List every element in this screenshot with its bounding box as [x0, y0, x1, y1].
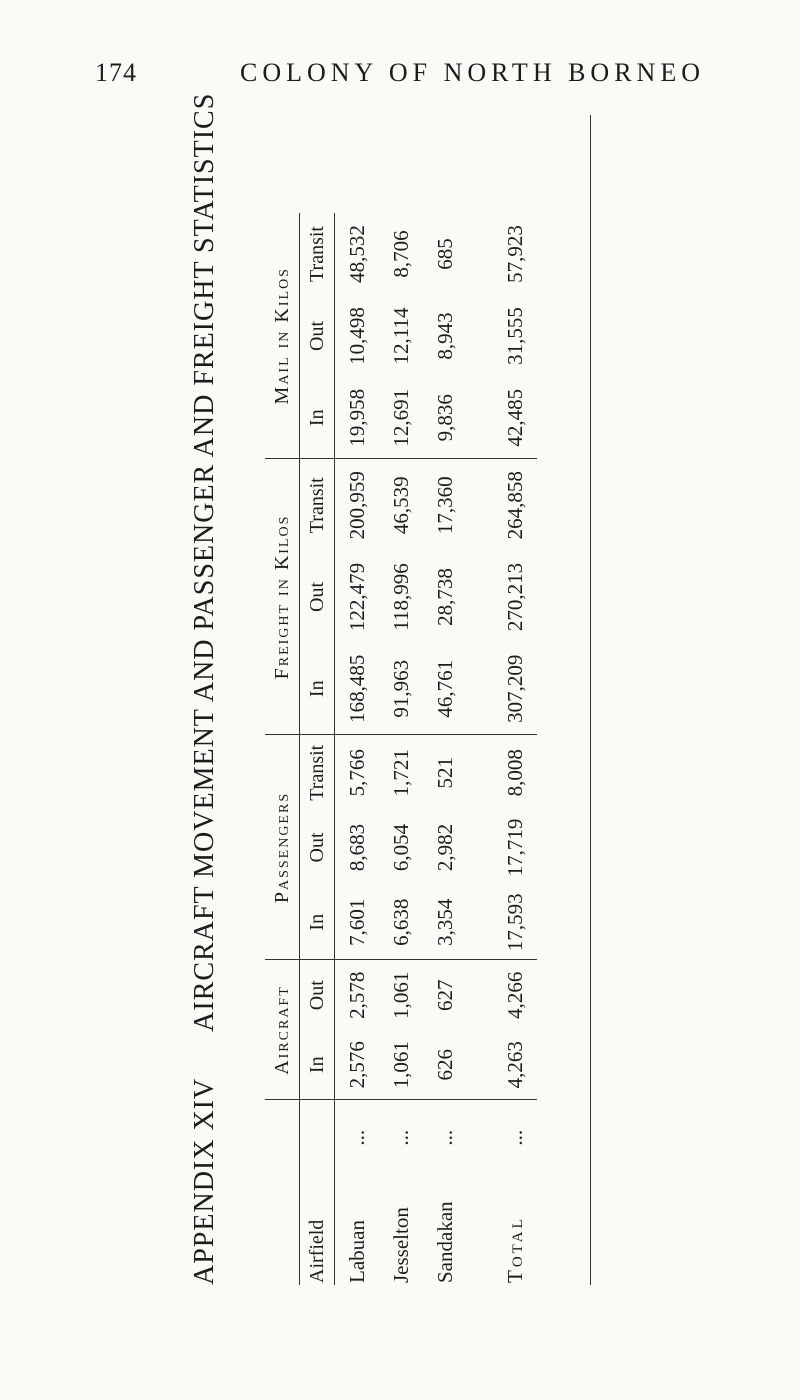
- statistics-table: [265, 213, 537, 1285]
- passengers-transit-value: 1,721: [388, 749, 413, 797]
- aircraft-out-value: 627: [432, 979, 457, 1011]
- passengers-out-value: 8,683: [344, 823, 369, 872]
- group-freight: Freight in Kilos: [265, 459, 300, 735]
- col-freight-in: In: [300, 643, 335, 735]
- freight-in-value: 168,485: [335, 643, 380, 735]
- col-mail-in: In: [300, 377, 335, 459]
- total-mail-transit: 57,923: [502, 225, 527, 283]
- passengers-in-value: 3,354: [423, 885, 467, 960]
- group-header-row: [265, 213, 300, 1285]
- mail-out-value: 10,498: [344, 307, 369, 365]
- col-mail-out: Out: [300, 295, 335, 377]
- mail-in-value: 19,958: [335, 377, 380, 459]
- passengers-transit-value: 5,766: [344, 749, 369, 797]
- total-passengers-out: 17,719: [502, 818, 527, 877]
- total-label: Total: [502, 1216, 527, 1283]
- page-header: [0, 0, 800, 110]
- col-freight-out: Out: [300, 551, 335, 643]
- table-row: [335, 213, 380, 1285]
- leader-dots: ...: [502, 1129, 527, 1146]
- total-freight-out: 270,213: [502, 562, 527, 632]
- passengers-in-value: 6,638: [379, 885, 423, 960]
- aircraft-out-value: 1,061: [388, 971, 413, 1019]
- table-title: [170, 92, 240, 1285]
- freight-out-value: 118,996: [388, 563, 413, 631]
- airfield-name: Sandakan: [432, 1201, 457, 1283]
- passengers-in-value: 7,601: [335, 885, 380, 960]
- total-mail-out: 31,555: [502, 307, 527, 365]
- mail-out-value: 12,114: [388, 307, 413, 365]
- group-aircraft: Aircraft: [265, 960, 300, 1100]
- total-mail-in: 42,485: [493, 377, 537, 459]
- aircraft-in-value: 2,576: [335, 1030, 380, 1100]
- total-freight-in: 307,209: [493, 643, 537, 735]
- total-aircraft-out: 4,266: [502, 971, 527, 1019]
- total-row: [493, 213, 537, 1285]
- rotated-table-block: [170, 92, 640, 1285]
- aircraft-in-value: 1,061: [379, 1030, 423, 1100]
- aircraft-out-value: 2,578: [344, 971, 369, 1019]
- table-bottom-rule: [590, 115, 591, 1285]
- mail-out-value: 8,943: [432, 312, 457, 360]
- table-subtitle: AIRCRAFT MOVEMENT AND PASSENGER AND FREIGHT STATISTICS: [189, 92, 220, 1032]
- passengers-out-value: 2,982: [432, 823, 457, 872]
- col-airfield: Airfield: [300, 1175, 335, 1285]
- leader-dots: ...: [388, 1129, 413, 1146]
- col-mail-transit: Transit: [300, 213, 335, 295]
- passengers-out-value: 6,054: [388, 823, 413, 872]
- appendix-label: APPENDIX XIV: [189, 1078, 220, 1285]
- total-passengers-in: 17,593: [493, 885, 537, 960]
- freight-transit-value: 17,360: [432, 476, 457, 535]
- airfield-name: Jesselton: [388, 1207, 413, 1283]
- col-passengers-out: Out: [300, 810, 335, 885]
- freight-transit-value: 46,539: [388, 476, 413, 535]
- mail-in-value: 9,836: [423, 377, 467, 459]
- airfield-name: Labuan: [344, 1220, 369, 1283]
- aircraft-in-value: 626: [423, 1030, 467, 1100]
- mail-transit-value: 685: [432, 238, 457, 270]
- mail-transit-value: 8,706: [388, 230, 413, 278]
- column-header-row: [300, 213, 335, 1285]
- col-passengers-in: In: [300, 885, 335, 960]
- freight-out-value: 28,738: [432, 568, 457, 626]
- col-aircraft-in: In: [300, 1030, 335, 1100]
- freight-out-value: 122,479: [344, 562, 369, 632]
- group-passengers: Passengers: [265, 735, 300, 960]
- freight-transit-value: 200,959: [344, 471, 369, 540]
- freight-in-value: 91,963: [379, 643, 423, 735]
- leader-dots: ...: [432, 1129, 457, 1146]
- total-passengers-transit: 8,008: [502, 749, 527, 797]
- freight-in-value: 46,761: [423, 643, 467, 735]
- passengers-transit-value: 521: [432, 757, 457, 789]
- mail-transit-value: 48,532: [344, 225, 369, 283]
- page-number: 174: [95, 58, 137, 87]
- mail-in-value: 12,691: [379, 377, 423, 459]
- table-row: [423, 213, 467, 1285]
- col-aircraft-out: Out: [300, 960, 335, 1030]
- col-freight-transit: Transit: [300, 459, 335, 551]
- total-freight-transit: 264,858: [502, 471, 527, 540]
- col-passengers-transit: Transit: [300, 735, 335, 810]
- group-mail: Mail in Kilos: [265, 213, 300, 459]
- total-aircraft-in: 4,263: [493, 1030, 537, 1100]
- running-head: COLONY OF NORTH BORNEO: [240, 58, 705, 87]
- leader-dots: ...: [344, 1129, 369, 1146]
- table-row: [379, 213, 423, 1285]
